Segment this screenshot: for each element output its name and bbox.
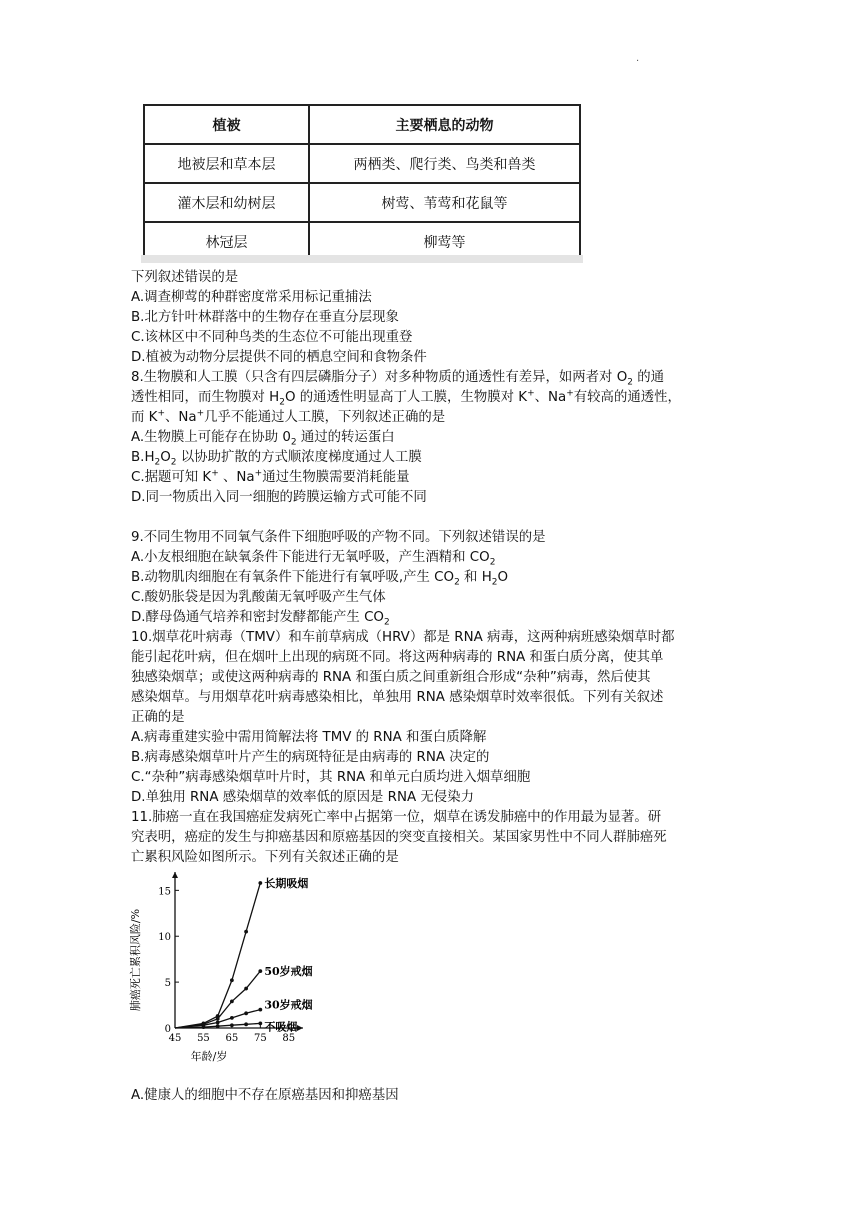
data-point bbox=[244, 1022, 248, 1026]
q8-stem-line3: 而 K+、Na+几乎不能通过人工膜，下列叙述正确的是 bbox=[131, 408, 446, 425]
x-axis-arrow bbox=[297, 1025, 303, 1031]
series-line bbox=[175, 883, 260, 1028]
data-point bbox=[230, 978, 234, 982]
habitat-table bbox=[143, 104, 581, 262]
q8-option-a: A.生物膜上可能存在协助 $0_2$ 通过的转运蛋白 bbox=[131, 430, 395, 448]
q7-option-d: D.植被为动物分层提供不同的栖息空间和食物条件 bbox=[131, 350, 427, 365]
data-point bbox=[244, 930, 248, 934]
series-label: 长期吸烟 bbox=[264, 877, 309, 891]
y-tick-label: 15 bbox=[158, 886, 171, 898]
q9-option-b: B.动物肌肉细胞在有氧条件下能进行有氧呼吸,产生 $CO_2$ 和 $H_2O$ bbox=[131, 570, 509, 588]
q11-stem-line2: 究表明，癌症的发生与抑癌基因和原癌基因的突变直接相关。某国家男性中不同人群肺癌死 bbox=[131, 830, 667, 845]
data-point bbox=[230, 1023, 234, 1027]
q9-stem: 9.不同生物用不同氧气条件下细胞呼吸的产物不同。下列叙述错误的是 bbox=[131, 530, 546, 545]
table-cell: 林冠层 bbox=[144, 222, 309, 261]
q8-option-b: $B.H_2O_2$ 以协助扩散的方式顺浓度梯度通过人工膜 bbox=[131, 450, 422, 468]
table-header-row bbox=[144, 105, 580, 144]
q11-stem-line1: 11.肺癌一直在我国癌症发病死亡率中占据第一位，烟草在诱发肺癌中的作用最为显著。研 bbox=[131, 810, 662, 825]
y-axis-label: 肺癌死亡累积风险/% bbox=[129, 908, 142, 1012]
data-point bbox=[258, 881, 262, 885]
data-point bbox=[258, 969, 262, 973]
data-point bbox=[216, 1021, 220, 1025]
lung-cancer-risk-chart bbox=[129, 864, 313, 1070]
q8-stem-line2: 透性相同，而生物膜对 $H_2O$ 的通透性明显高丁人工膜，生物膜对 K+、Na+有较高的通透性， bbox=[131, 388, 681, 408]
corner-mark: · bbox=[636, 56, 640, 67]
x-tick-label: 55 bbox=[197, 1033, 210, 1044]
q9-option-d: D.酵母偽通气培养和密封发酵都能产生 $CO_2$ bbox=[131, 610, 390, 628]
table-cell: 地被层和草本层 bbox=[144, 144, 309, 183]
q7-option-a: A.调查柳莺的种群密度常采用标记重捕法 bbox=[131, 290, 372, 305]
y-tick-label: 5 bbox=[164, 978, 171, 990]
y-tick-label: 10 bbox=[158, 932, 171, 944]
q8-option-d: D.同一物质出入同一细胞的跨膜运输方式可能不同 bbox=[131, 490, 427, 505]
data-point bbox=[216, 1017, 220, 1021]
q7-stem: 下列叙述错误的是 bbox=[131, 270, 239, 285]
q10-option-a: A.病毒重建实验中需用简解法将 TMV 的 RNA 和蛋白质降解 bbox=[131, 730, 487, 745]
table-cell: 两栖类、爬行类、鸟类和兽类 bbox=[309, 144, 580, 183]
table-cell: 灌木层和幼树层 bbox=[144, 183, 309, 222]
chart-plot bbox=[175, 876, 313, 1033]
data-point bbox=[230, 999, 234, 1003]
x-tick-label: 45 bbox=[168, 1033, 182, 1044]
table-header-animals: 主要栖息的动物 bbox=[309, 105, 580, 144]
x-tick-label: 65 bbox=[225, 1033, 239, 1044]
q10-option-c: C.“杂种”病毒感染烟草叶片时，其 RNA 和单元白质均进入烟草细胞 bbox=[131, 770, 531, 785]
question-body bbox=[131, 268, 731, 868]
data-point bbox=[202, 1025, 206, 1029]
q9-option-a: A.小友根细胞在缺氧条件下能进行无氧呼吸，产生酒精和 $CO_2$ bbox=[131, 550, 496, 568]
q10-option-b: B.病毒感染烟草叶片产生的病斑特征是由病毒的 RNA 决定的 bbox=[131, 750, 490, 765]
series-label: 不吸烟 bbox=[264, 1020, 298, 1034]
series-label: 30岁戒烟 bbox=[264, 998, 313, 1012]
q7-option-c: C.该林区中不同种鸟类的生态位不可能出现重登 bbox=[131, 330, 413, 345]
q10-stem-line3: 独感染烟草；或使这两种病毒的 RNA 和蛋白质之间重新组合形成“杂种”病毒，然后使其 bbox=[131, 670, 651, 685]
x-tick-label: 85 bbox=[282, 1033, 296, 1044]
q10-stem-line4: 感染烟草。与用烟草花叶病毒感染相比，单独用 RNA 感染烟草时效率很低。下列有关叙述 bbox=[131, 690, 664, 705]
x-axis-label: 年龄/岁 bbox=[190, 1050, 228, 1063]
q10-stem-line5: 正确的是 bbox=[131, 710, 185, 725]
y-tick-label: 0 bbox=[164, 1024, 171, 1035]
data-point bbox=[244, 987, 248, 991]
q7-option-b: B.北方针叶林群落中的生物存在垂直分层现象 bbox=[131, 310, 399, 325]
series-label: 50岁戒烟 bbox=[264, 965, 313, 979]
y-axis-arrow bbox=[172, 872, 178, 878]
q8-option-c: C.据题可知 K+ 、Na+通过生物膜需要消耗能量 bbox=[131, 468, 410, 485]
q10-stem-line2: 能引起花叶病，但在烟叶上出现的病斑不同。将这两种病毒的 RNA 和蛋白质分离，使其单 bbox=[131, 650, 664, 665]
q10-option-d: D.单独用 RNA 感染烟草的效率低的原因是 RNA 无侵染力 bbox=[131, 790, 474, 805]
q9-option-c: C.酸奶胀袋是因为乳酸菌无氧呼吸产生气体 bbox=[131, 590, 386, 605]
data-point bbox=[258, 1008, 262, 1012]
data-point bbox=[258, 1022, 262, 1026]
data-point bbox=[230, 1016, 234, 1020]
table-header-vegetation: 植被 bbox=[144, 105, 309, 144]
table-cell: 树莺、苇莺和花鼠等 bbox=[309, 183, 580, 222]
q11-options bbox=[131, 1086, 731, 1106]
table-row bbox=[144, 183, 580, 222]
data-point bbox=[216, 1024, 220, 1028]
q11-stem-line3: 亡累积风险如图所示。下列有关叙述正确的是 bbox=[131, 850, 399, 865]
scan-shadow bbox=[141, 255, 583, 263]
x-tick-label: 75 bbox=[253, 1033, 267, 1044]
q8-stem-line1: 8.生物膜和人工膜（只含有四层磷脂分子）对多种物质的通透性有差异，如两者对 $O_2$ 的通 bbox=[131, 370, 665, 388]
table-row bbox=[144, 144, 580, 183]
q11-option-a: A.健康人的细胞中不存在原癌基因和抑癌基因 bbox=[131, 1088, 399, 1103]
data-point bbox=[244, 1011, 248, 1015]
table-cell: 柳莺等 bbox=[309, 222, 580, 261]
q10-stem-line1: 10.烟草花叶病毒（TMV）和车前草病成（HRV）都是 RNA 病毒，这两种病班感染烟草时都 bbox=[131, 630, 675, 645]
